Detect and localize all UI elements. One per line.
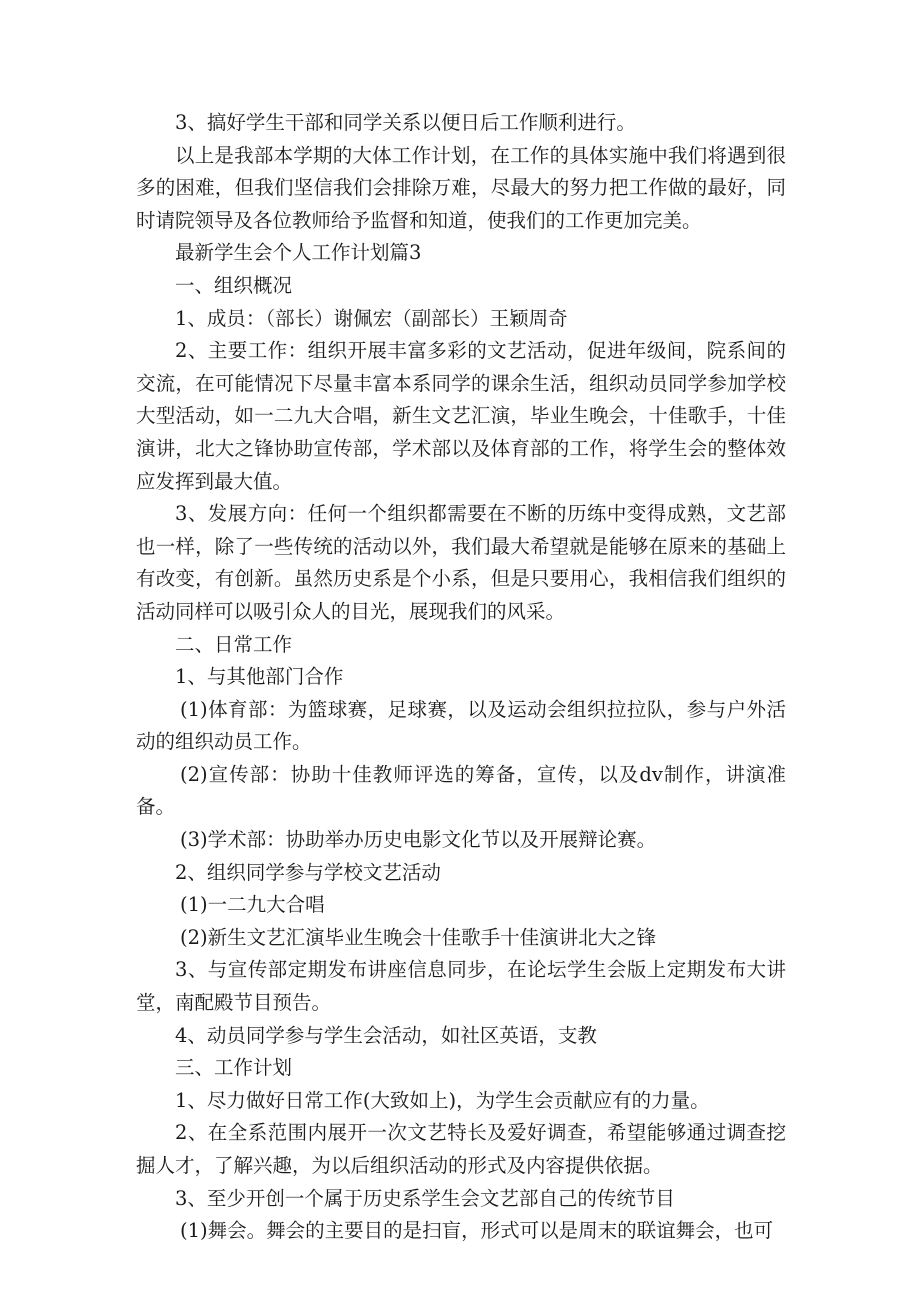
paragraph: 1、尽力做好日常工作(大致如上)，为学生会贡献应有的力量。 bbox=[175, 1088, 710, 1112]
paragraph: 2、组织同学参与学校文艺活动 bbox=[175, 860, 441, 884]
heading: 三、工作计划 bbox=[175, 1056, 293, 1080]
paragraph: 1、成员：（部长）谢佩宏（副部长）王颖周奇 bbox=[175, 306, 568, 330]
paragraph: 3、至少开创一个属于历史系学生会文艺部自己的传统节目 bbox=[175, 1186, 675, 1210]
paragraph: 1、与其他部门合作 bbox=[175, 665, 344, 689]
paragraph: 2、主要工作：组织开展丰富多彩的文艺活动，促进年级间，院系间的交流，在可能情况下尽量丰富本系同学的课余生活，组织动员同学参加学校大型活动，如一二九大合唱，新生文艺汇演，毕业生晚会，十佳歌手，十佳演讲，北大之锋协助宣传部，学术部以及体育部的工作，将学生会的整体效应发挥到最大值。 bbox=[136, 339, 786, 493]
paragraph: 3、与宣传部定期发布讲座信息同步，在论坛学生会版上定期发布大讲堂，南配殿节目预告。 bbox=[136, 958, 786, 1015]
list-item: (2)新生文艺汇演毕业生晚会十佳歌手十佳演讲北大之锋 bbox=[180, 925, 657, 949]
list-item: (1)一二九大合唱 bbox=[180, 893, 325, 917]
list-item: (2)宣传部：协助十佳教师评选的筹备，宣传，以及dv制作，讲演准备。 bbox=[136, 762, 786, 819]
heading: 一、组织概况 bbox=[175, 273, 293, 297]
section-title: 最新学生会个人工作计划篇3 bbox=[175, 241, 422, 265]
paragraph: 3、发展方向：任何一个组织都需要在不断的历练中变得成熟，文艺部也一样，除了一些传统的活动以外，我们最大希望就是能够在原来的基础上有改变，有创新。虽然历史系是个小系，但是只要用心，我相信我们组织的活动同样可以吸引众人的目光，展现我们的风采。 bbox=[136, 502, 786, 623]
paragraph: 4、动员同学参与学生会活动，如社区英语，支教 bbox=[175, 1023, 597, 1047]
paragraph: 2、在全系范围内展开一次文艺特长及爱好调查，希望能够通过调查挖掘人才，了解兴趣，为以后组织活动的形式及内容提供依据。 bbox=[136, 1121, 786, 1177]
list-item: (1)体育部：为篮球赛，足球赛，以及运动会组织拉拉队，参与户外活动的组织动员工作。 bbox=[136, 697, 786, 754]
paragraph: 3、搞好学生干部和同学关系以便日后工作顺利进行。 bbox=[175, 111, 636, 134]
list-item: (1)舞会。舞会的主要目的是扫盲，形式可以是周末的联谊舞会，也可 bbox=[180, 1219, 774, 1243]
heading: 二、日常工作 bbox=[175, 632, 293, 656]
list-item: (3)学术部：协助举办历史电影文化节以及开展辩论赛。 bbox=[180, 828, 657, 852]
document-body bbox=[136, 107, 786, 1248]
paragraph: 以上是我部本学期的大体工作计划，在工作的具体实施中我们将遇到很多的困难，但我们坚信我们会排除万难，尽最大的努力把工作做的最好，同时请院领导及各位教师给予监督和知道，使我们的工作更加完美。 bbox=[136, 143, 786, 232]
